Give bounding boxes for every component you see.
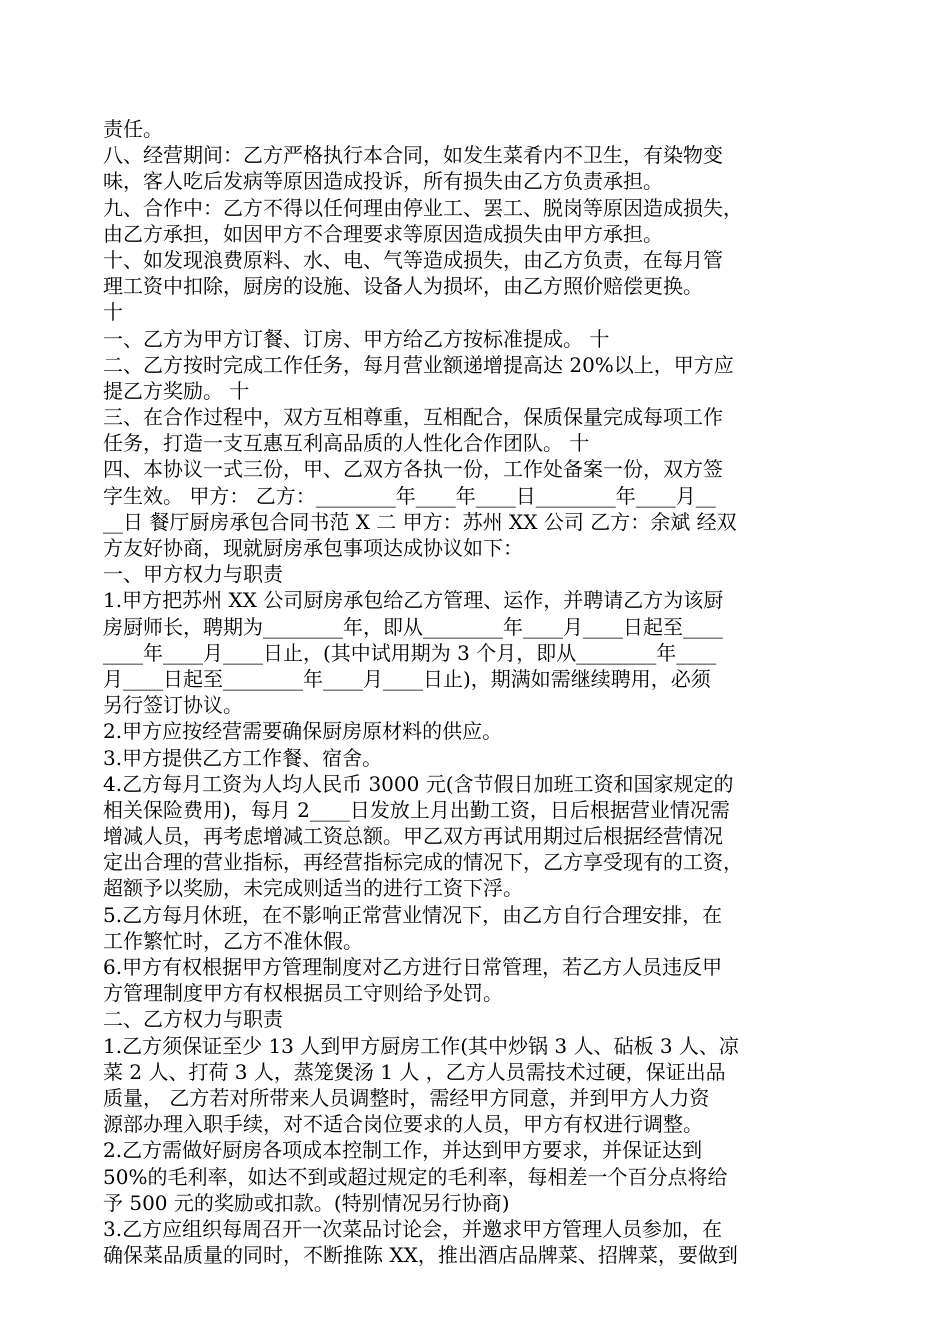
text-line: 6.甲方有权根据甲方管理制度对乙方进行日常管理，若乙方人员违反甲 — [103, 955, 723, 979]
text-line: 十 — [103, 300, 123, 325]
text-line: 一、乙方为甲方订餐、订房、甲方给乙方按标准提成。 十 — [103, 326, 610, 351]
text-line: 二、乙方按时完成工作任务，每月营业额递增提高达 20%以上，甲方应 — [103, 352, 734, 377]
text-line: 3.乙方应组织每周召开一次菜品讨论会，并邀求甲方管理人员参加，在 — [103, 1216, 723, 1241]
text-line: 相关保险费用)，每月 2____日发放上月出勤工资，日后根据营业情况需 — [103, 797, 730, 822]
text-line: 提乙方奖励。 十 — [103, 378, 250, 403]
text-line: __日 餐厅厨房承包合同书范 X 二 甲方：苏州 XX 公司 乙方：余斌 经双 — [103, 509, 737, 534]
text-line: 确保菜品质量的同时，不断推陈 XX，推出酒店品牌菜、招牌菜，要做到 — [103, 1243, 738, 1268]
text-line: 一、甲方权力与职责 — [103, 562, 283, 587]
text-line: 由乙方承担，如因甲方不合理要求等原因造成损失由甲方承担。 — [103, 221, 663, 246]
text-line: 九、合作中：乙方不得以任何理由停业工、罢工、脱岗等原因造成损失， — [103, 195, 743, 220]
text-line: 八、经营期间：乙方严格执行本合同，如发生菜肴内不卫生，有染物变 — [103, 143, 723, 168]
text-line: 定出合理的营业指标，再经营指标完成的情况下，乙方享受现有的工资， — [103, 850, 743, 875]
text-line: 50%的毛利率，如达不到或超过规定的毛利率，每相差一个百分点将给 — [103, 1164, 728, 1189]
text-line: 房厨师长，聘期为________年，即从________年____月____日起至____ — [103, 614, 723, 639]
text-line: ____年____月____日止，(其中试用期为 3 个月，即从________年____ — [103, 640, 717, 665]
text-line: 责任。 — [103, 117, 163, 141]
text-line: 二、乙方权力与职责 — [103, 1007, 283, 1032]
text-line: 工作繁忙时，乙方不准休假。 — [103, 928, 363, 953]
text-line: 菜 2 人、打荷 3 人，蒸笼煲汤 1 人 ，乙方人员需技术过硬，保证出品 — [103, 1059, 726, 1084]
text-line: 另行签订协议。 — [103, 693, 243, 718]
text-line: 四、本协议一式三份，甲、乙双方各执一份，工作处备案一份，双方签 — [103, 457, 723, 482]
text-line: 4.乙方每月工资为人均人民币 3000 元(含节假日加班工资和国家规定的 — [103, 771, 734, 796]
text-line: 2.甲方应按经营需要确保厨房原材料的供应。 — [103, 719, 503, 744]
text-line: 方友好协商，现就厨房承包事项达成协议如下： — [103, 536, 523, 560]
text-line: 2.乙方需做好厨房各项成本控制工作，并达到甲方要求，并保证达到 — [103, 1138, 703, 1163]
text-line: 字生效。 甲方： 乙方：________年____年____日________年____月__ — [103, 483, 716, 508]
text-line: 增减人员，再考虑增减工资总额。甲乙双方再试用期过后根据经营情况 — [103, 824, 723, 849]
text-line: 方管理制度甲方有权根据员工守则给予处罚。 — [103, 981, 503, 1006]
text-line: 月____日起至________年____月____日止)，期满如需继续聘用，必须 — [103, 666, 711, 691]
text-line: 予 500 元的奖励或扣款。(特别情况另行协商) — [103, 1190, 510, 1215]
text-line: 十、如发现浪费原料、水、电、气等造成损失，由乙方负责，在每月管 — [103, 247, 723, 272]
text-line: 任务，打造一支互惠互利高品质的人性化合作团队。 十 — [103, 431, 590, 456]
text-line: 3.甲方提供乙方工作餐、宿舍。 — [103, 745, 383, 770]
text-line: 1.乙方须保证至少 13 人到甲方厨房工作(其中炒锅 3 人、砧板 3 人、凉 — [103, 1033, 739, 1058]
text-line: 5.乙方每月休班，在不影响正常营业情况下，由乙方自行合理安排，在 — [103, 902, 723, 927]
text-line: 1.甲方把苏州 XX 公司厨房承包给乙方管理、运作，并聘请乙方为该厨 — [103, 588, 724, 613]
text-line: 质量， 乙方若对所带来人员调整时，需经甲方同意，并到甲方人力资 — [103, 1085, 710, 1110]
document-body — [103, 116, 853, 1268]
text-line: 超额予以奖励，未完成则适当的进行工资下浮。 — [103, 876, 523, 901]
text-line: 源部办理入职手续，对不适合岗位要求的人员，甲方有权进行调整。 — [103, 1112, 703, 1137]
text-line: 理工资中扣除，厨房的设施、设备人为损坏，由乙方照价赔偿更换。 — [103, 274, 703, 299]
text-line: 味，客人吃后发病等原因造成投诉，所有损失由乙方负责承担。 — [103, 169, 663, 194]
text-line: 三、在合作过程中，双方互相尊重，互相配合，保质保量完成每项工作 — [103, 405, 723, 430]
